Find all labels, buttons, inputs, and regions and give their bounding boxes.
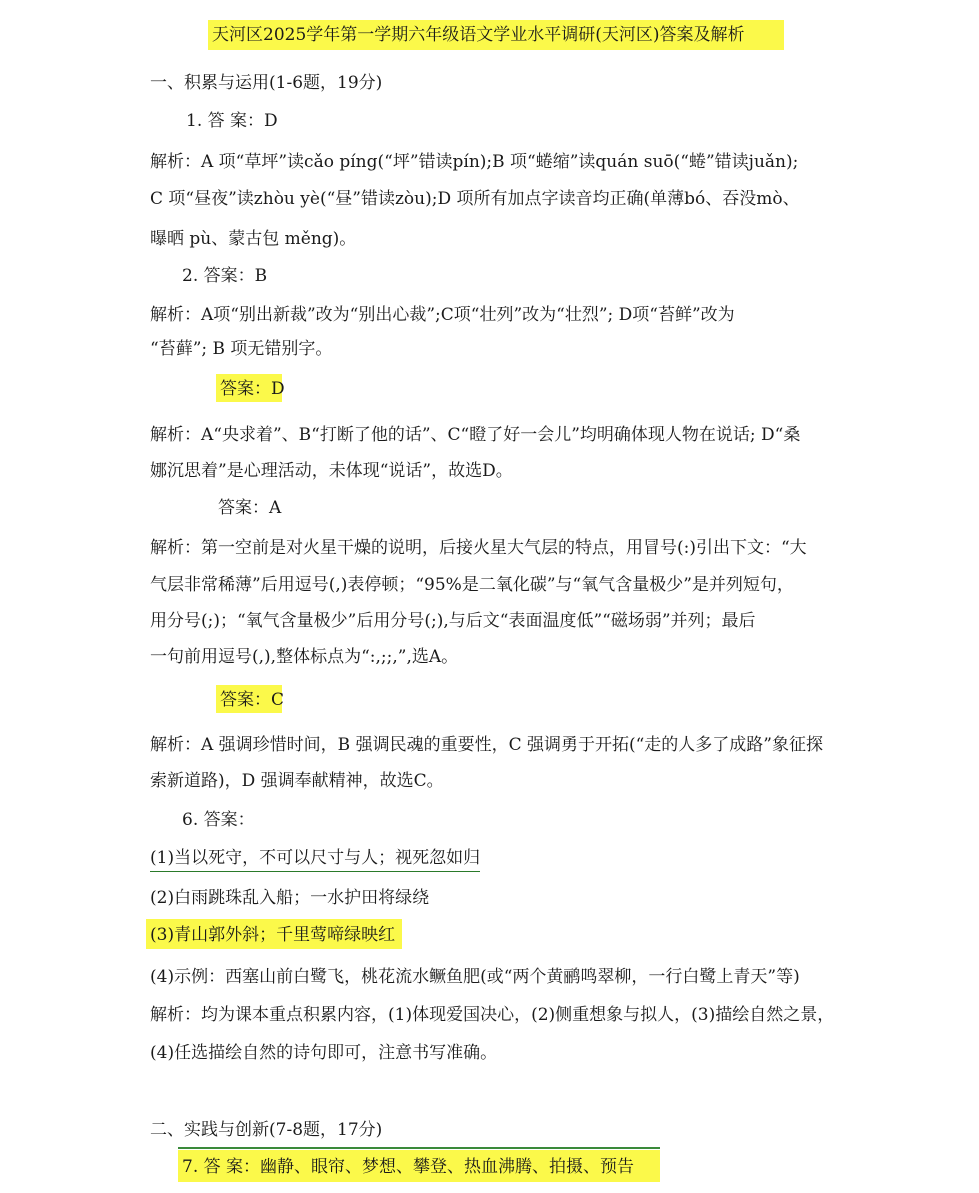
q1-analysis-line1: 解析：A 项“草坪”读cǎo píng(“坪”错读pín);B 项“蜷缩”读quán suō(“蜷”错读juǎn); <box>150 152 799 172</box>
q6-answer: 6. 答案： <box>182 810 255 830</box>
section-1-heading: 一、积累与运用(1-6题，19分) <box>150 73 383 93</box>
q7-answer: 7. 答 案：幽静、眼帘、梦想、攀登、热血沸腾、拍摄、预告 <box>182 1157 635 1177</box>
q4-answer: 答案：A <box>218 498 282 518</box>
section-2-heading: 二、实践与创新(7-8题，17分) <box>150 1120 383 1140</box>
q6-answer-1: (1)当以死守，不可以尺寸与人；视死忽如归 <box>150 846 480 872</box>
q5-analysis-line2: 索新道路)，D 强调奉献精神，故选C。 <box>150 771 444 791</box>
q3-analysis-line1: 解析：A“央求着”、B“打断了他的话”、C“瞪了好一会儿”均明确体现人物在说话; D“桑 <box>150 425 801 445</box>
q5-analysis-line1: 解析：A 强调珍惜时间，B 强调民魂的重要性，C 强调勇于开拓(“走的人多了成路”象征探 <box>150 735 824 755</box>
q6-answer-2: (2)白雨跳珠乱入船；一水护田将绿绕 <box>150 888 430 908</box>
q1-analysis-line3: 曝晒 pù、蒙古包 měng)。 <box>150 229 357 249</box>
q1-analysis-line2: C 项“昼夜”读zhòu yè(“昼”错读zòu);D 项所有加点字读音均正确(单薄bó、吞没mò、 <box>150 189 800 209</box>
q6-answer-4: (4)示例：西塞山前白鹭飞，桃花流水鳜鱼肥(或“两个黄鹂鸣翠柳，一行白鹭上青天”等) <box>150 967 800 987</box>
q4-analysis-line2: 气层非常稀薄”后用逗号(,)表停顿；“95%是二氧化碳”与“氧气含量极少”是并列短句， <box>150 575 794 595</box>
page-title: 天河区2025学年第一学期六年级语文学业水平调研(天河区)答案及解析 <box>212 25 745 45</box>
q1-answer: 1. 答 案：D <box>186 111 278 131</box>
q2-answer: 2. 答案：B <box>182 266 268 286</box>
q6-analysis-line2: (4)任选描绘自然的诗句即可，注意书写准确。 <box>150 1043 498 1063</box>
section-2-green-rule <box>178 1147 660 1149</box>
q2-analysis-line1: 解析：A项“别出新裁”改为“别出心裁”;C项“壮列”改为“壮烈”; D项“苔鲜”改为 <box>150 305 735 325</box>
q4-analysis-line1: 解析：第一空前是对火星干燥的说明，后接火星大气层的特点，用冒号(:)引出下文：“大 <box>150 538 807 558</box>
q6-analysis-line1: 解析：均为课本重点积累内容，(1)体现爱国决心，(2)侧重想象与拟人，(3)描绘自然之景， <box>150 1005 835 1025</box>
q3-answer: 答案：D <box>220 379 285 399</box>
q5-answer: 答案：C <box>220 690 285 710</box>
q2-analysis-line2: “苔藓”; B 项无错别字。 <box>150 339 333 359</box>
q4-analysis-line4: 一句前用逗号(,),整体标点为“:,;;,”,选A。 <box>150 647 459 667</box>
q6-answer-3: (3)青山郭外斜；千里莺啼绿映红 <box>150 925 396 945</box>
q3-analysis-line2: 娜沉思着”是心理活动，未体现“说话”，故选D。 <box>150 461 513 481</box>
q4-analysis-line3: 用分号(;)；“氧气含量极少”后用分号(;),与后文“表面温度低”“磁场弱”并列；最后 <box>150 611 756 631</box>
